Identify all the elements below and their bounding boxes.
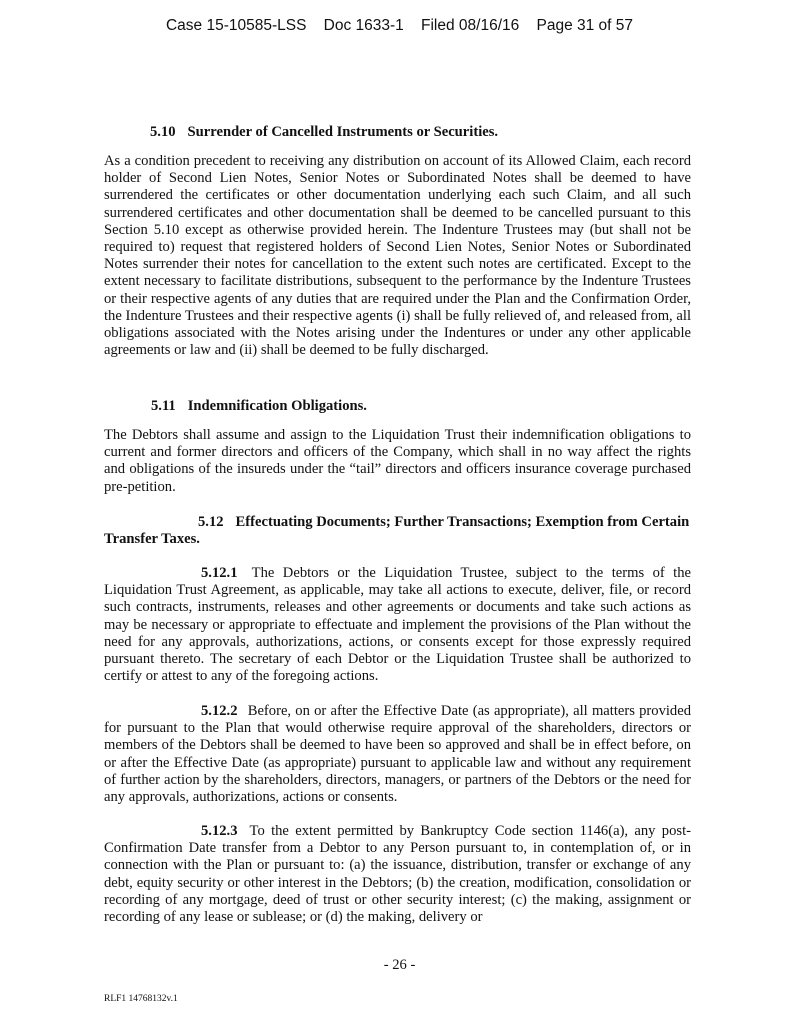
section-5-12-3-paragraph: [104, 823, 691, 926]
section-5-10-heading: [104, 124, 691, 141]
page-number: - 26 -: [383, 957, 416, 973]
case-header: Case 15-10585-LSS Doc 1633-1 Filed 08/16/16 Page 31 of 57: [165, 17, 634, 34]
section-5-11-heading: [104, 398, 691, 415]
section-number: 5.12: [198, 514, 224, 530]
section-5-10-body: As a condition precedent to receiving any distribution on account of its Allowed Claim, each record holder of Second Lien Notes, Senior Notes or Subordinated Notes shall be deemed to have surrendered the certificates or other documentation underlying each such Claim, and all such surrendered certificates and other documentation shall be deemed to be cancelled pursuant to this Section 5.10 except as otherwise provided herein. The Indenture Trustees may (but shall not be required to) request that registered holders of Second Lien Notes, Senior Notes or Subordinated Notes surrender their notes for cancellation to the extent such notes are certificated. Except to the extent necessary to facilitate distributions, subsequent to the performance by the Indenture Trustees or their respective agents of any duties that are required under the Plan and the Confirmation Order, the Indenture Trustees and their respective agents (i) shall be fully relieved of, and released from, all obligations associated with the Notes arising under the Indentures or under any other applicable agreements or law and (ii) shall be deemed to be fully discharged.: [104, 153, 691, 359]
subsection-body: The Debtors or the Liquidation Trustee, subject to the terms of the Liquidation Trust Agreement, as applicable, may take all actions to execute, deliver, file, or record such contracts, instruments, releases and other agreements or documents and take such actions as may be necessary or appropriate to effectuate and implement the provisions of the Plan without the need for any approvals, authorizations, actions, or consents except for those expressly required pursuant thereto. The secretary of each Debtor or the Liquidation Trustee shall be authorized to certify or attest to any of the foregoing actions.: [104, 565, 692, 685]
document-id: RLF1 14768132v.1: [104, 994, 178, 1004]
section-number: 5.10: [150, 124, 176, 140]
subsection-number: 5.12.1: [201, 565, 238, 581]
section-5-12-1-paragraph: [104, 565, 691, 685]
subsection-body: Before, on or after the Effective Date (as appropriate), all matters provided for pursuant to the Plan that would otherwise require approval of the shareholders, directors or members of the Debtors shall be deemed to have been so approved and shall be in effect before, on or after the Effective Date (as appropriate) pursuant to applicable law and without any requirement of further action by the shareholders, directors, managers, or partners of the Debtors or the need for any approvals, authorizations, actions or consents.: [104, 703, 691, 806]
section-5-12-heading: [104, 514, 691, 548]
section-5-12-2-paragraph: [104, 703, 691, 806]
subsection-number: 5.12.2: [201, 703, 238, 719]
section-title: Indemnification Obligations.: [187, 398, 367, 414]
section-5-11-body: The Debtors shall assume and assign to the Liquidation Trust their indemnification obligations to current and former directors and officers of the Company, which shall in no way affect the rights and obligations of the insureds under the “tail” directors and officers insurance coverage purchased pre-petition.: [104, 427, 691, 495]
section-title: Surrender of Cancelled Instruments or Securities.: [187, 124, 499, 140]
section-number: 5.11: [151, 398, 176, 414]
subsection-body: To the extent permitted by Bankruptcy Code section 1146(a), any post-Confirmation Date transfer from a Debtor to any Person pursuant to, in contemplation of, or in connection with the Plan or pursuant to: (a) the issuance, distribution, transfer or exchange of any debt, equity security or other interest in the Debtors; (b) the creation, modification, consolidation or recording of any mortgage, deed of trust or other security interest; (c) the making, assignment or recording of any lease or sublease; or (d) the making, delivery or: [104, 823, 691, 926]
subsection-number: 5.12.3: [201, 823, 238, 839]
section-title: Effectuating Documents; Further Transactions; Exemption from Certain Transfer Taxes.: [104, 514, 690, 548]
